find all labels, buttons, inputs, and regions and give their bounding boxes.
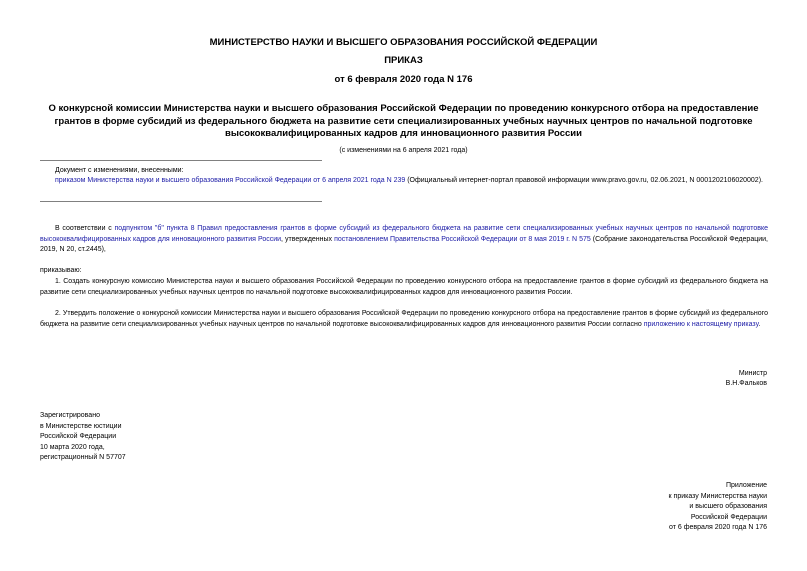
doc-date-number: от 6 февраля 2020 года N 176 — [334, 74, 473, 85]
divider-top — [40, 160, 322, 161]
changes-intro: Документ с изменениями, внесенными: — [55, 167, 184, 174]
order-item-2-text: 2. Утвердить положение о конкурсной комиссии Министерства науки и высшего образования Российской Федерации по проведению конкурсного отбора на предоставление грантов в форме субсидий из федерального бюджета на развитие сети специализированных учебных научных центров по начальной подготовке высококвалифицированных кадров для инновационного развития России согласно — [40, 310, 768, 328]
order-item-2-end: . — [758, 320, 761, 328]
registration-line: Российской Федерации — [40, 433, 117, 440]
appendix-line: Российской Федерации — [690, 513, 767, 521]
document-title: О конкурсной комиссии Министерства науки и высшего образования Российской Федерации по проведению конкурсного отбора на предоставление грантов в форме субсидий из федерального бюджета на развитие сети специализированных учебных научных центров по начальной подготовке высококвалифицированных кадров для инновационного развития России — [48, 103, 759, 139]
appendix-line: Приложение — [725, 482, 767, 489]
preamble-text-2: , утвержденных — [281, 235, 335, 243]
government-decree-link[interactable]: постановлением Правительства Российской Федерации от 8 мая 2019 г. N 575 — [334, 235, 591, 243]
registration-line: регистрационный N 57707 — [40, 454, 126, 461]
appendix-line: от 6 февраля 2020 года N 176 — [669, 524, 767, 531]
preamble-text-1: В соответствии с — [55, 225, 115, 232]
signature-block — [726, 369, 767, 389]
registration-line: в Министерстве юстиции — [40, 422, 122, 430]
changes-detail — [40, 176, 768, 186]
appendix-link[interactable]: приложению к настоящему приказу — [643, 320, 759, 328]
rules-subclause-link[interactable]: подпунктом "б" пункта 8 Правил предоставления грантов в форме субсидий из федерального бюджета на развитие сети специализированных учебных научных центров по начальной подготовке высококвалифицированных кадров для инновационного развития России — [40, 225, 768, 243]
appendix-line: и высшего образования — [689, 503, 767, 510]
registration-block — [40, 411, 126, 464]
changes-source: (Официальный интернет-портал правовой информации www.pravo.gov.ru, 02.06.2021, N 0001202106020002). — [405, 177, 763, 184]
divider-bottom — [40, 201, 322, 202]
preamble-paragraph — [40, 224, 768, 256]
ministry-heading: МИНИСТЕРСТВО НАУКИ И ВЫСШЕГО ОБРАЗОВАНИЯ РОССИЙСКОЙ ФЕДЕРАЦИИ — [209, 37, 598, 48]
signatory-position: Министр — [738, 370, 767, 377]
edition-note: (с изменениями на 6 апреля 2021 года) — [339, 147, 468, 154]
preamble-text-3: (Собрание законодательства Российской Федерации, 2019, N 20, ст.2445), — [40, 235, 768, 253]
registration-line: 10 марта 2020 года, — [40, 443, 105, 451]
order-word: приказываю: — [40, 267, 82, 274]
order-item-1: 1. Создать конкурсную комиссию Министерства науки и высшего образования Российской Федерации по проведению конкурсного отбора на предоставление грантов в форме субсидий из федерального бюджета на развитие сети специализированных учебных научных центров по начальной подготовке высококвалифицированных кадров для инновационного развития России. — [40, 278, 768, 296]
order-item-2 — [40, 309, 768, 330]
signatory-name: В.Н.Фальков — [725, 380, 767, 387]
doc-type-heading: ПРИКАЗ — [384, 55, 423, 66]
amending-order-link[interactable]: приказом Министерства науки и высшего образования Российской Федерации от 6 апреля 2021 года N 239 — [55, 177, 406, 184]
appendix-block — [669, 481, 767, 534]
registration-line: Зарегистрировано — [40, 412, 100, 419]
appendix-line: к приказу Министерства науки — [668, 492, 767, 500]
